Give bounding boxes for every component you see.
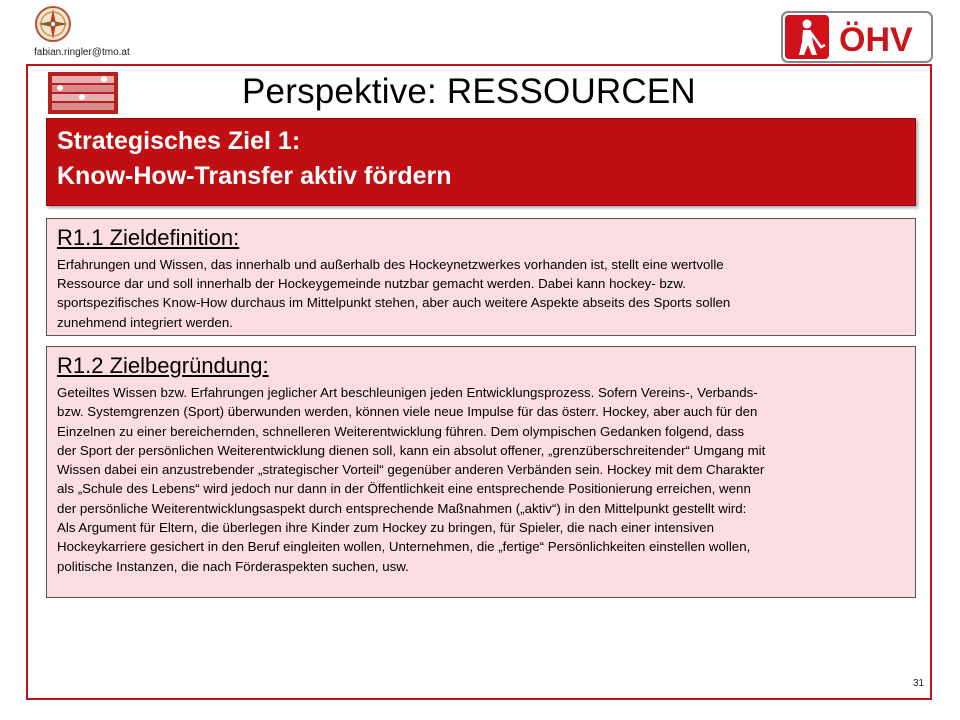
section-heading: R1.2 Zielbegründung: <box>57 353 269 378</box>
text-line: der Sport der persönlichen Weiterentwicklung dienen soll, kann ein absolut offener, „grenzüberschreitender“ Umgang mit <box>57 442 766 458</box>
section-body <box>57 255 905 332</box>
text-line: bzw. Systemgrenzen (Sport) überwunden werden, können viele neue Impulse für das österr. Hockey, aber auch für den <box>57 404 758 420</box>
text-line: Wissen dabei ein anzustrebender „strategischer Vorteil“ gegenüber anderen Verbänden sein. Hockey mit dem Charakter <box>57 462 765 478</box>
section-zielbegruendung <box>46 346 916 598</box>
perspective-thumbnail-icon <box>48 72 118 114</box>
ohv-logo <box>781 11 933 63</box>
text-line: zunehmend integriert werden. <box>57 314 233 330</box>
section-zieldefinition <box>46 218 916 336</box>
text-line: Ressource dar und soll innerhalb der Hockeygemeinde nutzbar gemacht werden. Dabei kann hockey- bzw. <box>57 276 686 292</box>
ohv-logo-text: ÖHV <box>839 21 913 59</box>
page-number: 31 <box>913 678 925 689</box>
section-heading: R1.1 Zieldefinition: <box>57 225 240 250</box>
goal-line-2: Know-How-Transfer aktiv fördern <box>57 162 452 190</box>
strategic-goal-box <box>46 118 916 206</box>
goal-line-1: Strategisches Ziel 1: <box>57 127 301 155</box>
page-title: Perspektive: RESSOURCEN <box>242 72 696 111</box>
text-line: der persönliche Weiterentwicklungsaspekt durch entsprechende Maßnahmen („aktiv“) in den Mittelpunkt gestellt wird: <box>57 500 747 516</box>
text-line: Hockeykarriere gesichert in den Beruf eingleiten wollen, Unternehmen, die „fertige“ Persönlichkeiten einstellen wollen, <box>57 539 751 555</box>
text-line: Einzelnen zu einer bereichernden, schnelleren Weiterentwicklung führen. Dem olympischen Gedanken folgend, dass <box>57 423 745 439</box>
text-line: Geteiltes Wissen bzw. Erfahrungen jeglicher Art beschleunigen jeden Entwicklungsprozess. Sofern Vereins-, Verbands- <box>57 385 758 400</box>
section-body <box>57 383 905 576</box>
text-line: Erfahrungen und Wissen, das innerhalb und außerhalb des Hockeynetzwerkes vorhanden ist, stellt eine wertvolle <box>57 257 724 272</box>
compass-logo-icon <box>34 5 72 43</box>
text-line: als „Schule des Lebens“ wird jedoch nur dann in der Öffentlichkeit eine entsprechende Positionierung erreichen, wenn <box>57 481 751 497</box>
text-line: sportspezifisches Know-How durchaus im Mittelpunkt stehen, aber auch weitere Aspekte abseits des Sports sollen <box>57 295 731 311</box>
text-line: politische Instanzen, die nach Förderaspekten suchen, usw. <box>57 558 409 574</box>
author-email: fabian.ringler@tmo.at <box>34 47 130 58</box>
text-line: Als Argument für Eltern, die überlegen ihre Kinder zum Hockey zu bringen, für Spieler, die nach einer intensiven <box>57 520 715 536</box>
